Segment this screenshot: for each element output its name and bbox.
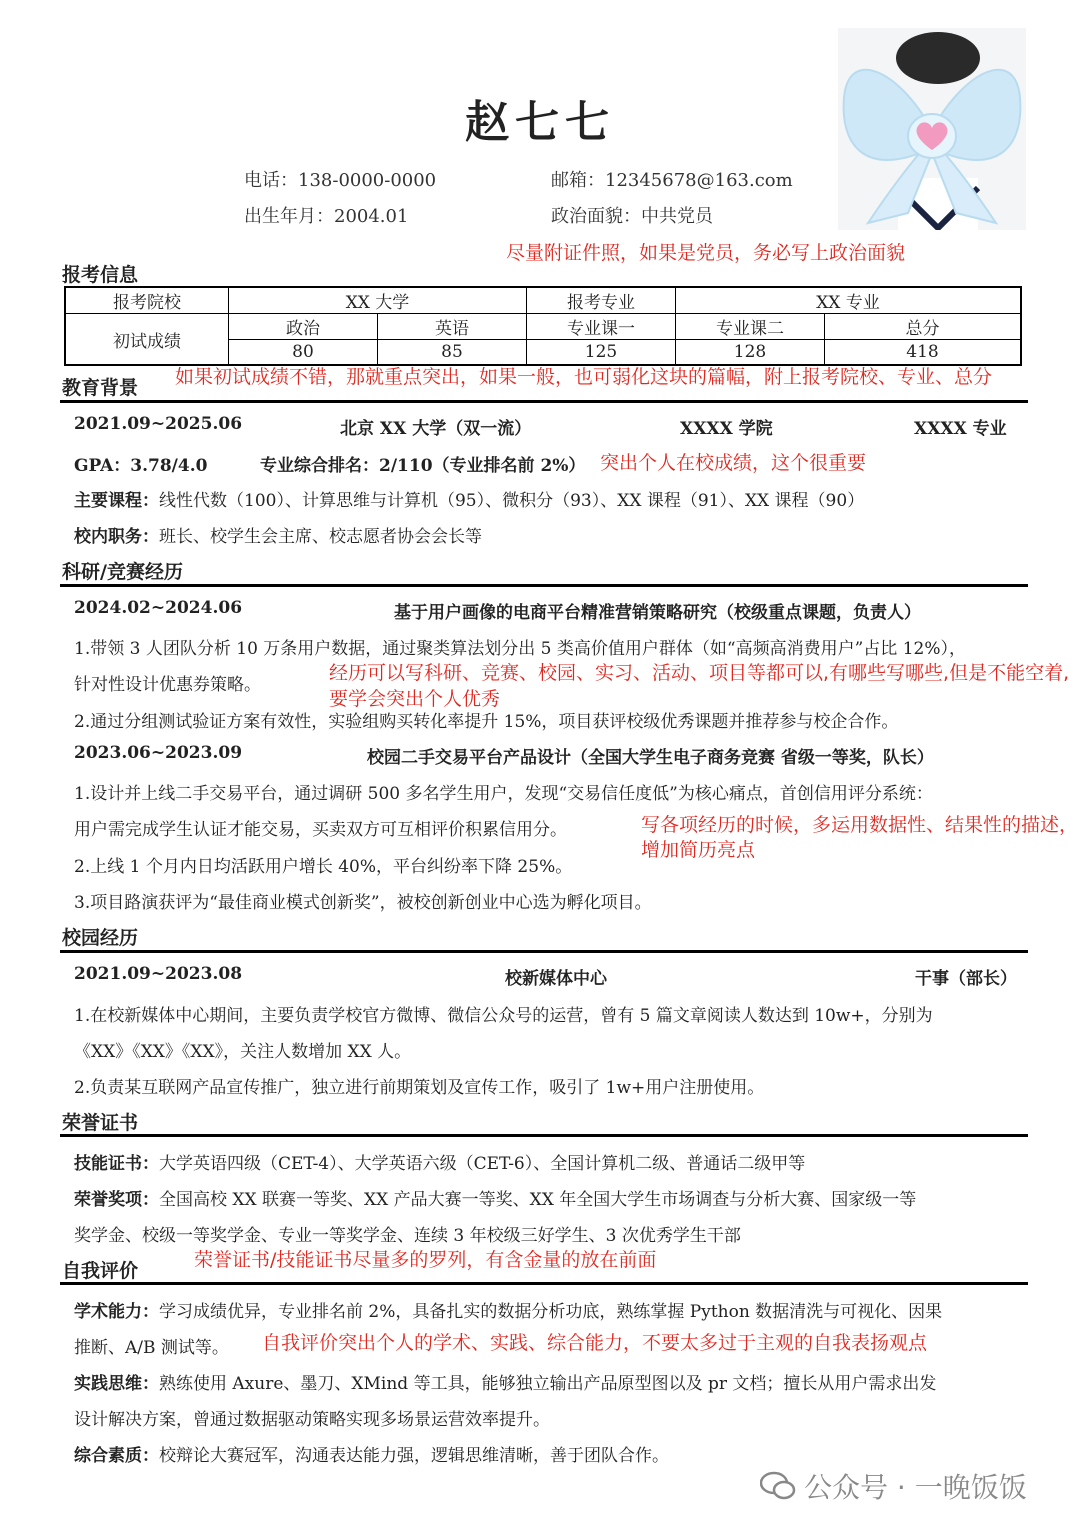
score-cell: 80 bbox=[229, 340, 378, 366]
watermark bbox=[760, 1466, 1027, 1508]
project2-line: 3.项目路演获评为“最佳商业模式创新奖”，被校创新创业中心选为孵化项目。 bbox=[74, 893, 652, 913]
application-table bbox=[64, 286, 1022, 366]
project2-line: 1.设计并上线二手交易平台，通过调研 500 多名学生用户，发现“交易信任度低”为核心痛点，首创信用评分系统： bbox=[74, 784, 933, 804]
phone: 电话：138-0000-0000 bbox=[244, 170, 437, 191]
email: 邮箱：12345678@163.com bbox=[551, 170, 793, 191]
subject-cell: 专业课一 bbox=[527, 314, 676, 340]
project1-title: 基于用户画像的电商平台精准营销策略研究（校级重点课题，负责人） bbox=[394, 603, 921, 623]
score-cell: 128 bbox=[676, 340, 825, 366]
school-value: XX 大学 bbox=[229, 287, 527, 314]
divider bbox=[60, 950, 1028, 953]
subject-cell: 政治 bbox=[229, 314, 378, 340]
campus-role: 干事（部长） bbox=[915, 969, 1017, 989]
self-section-title: 自我评价 bbox=[62, 1260, 139, 1282]
data-note: 增加简历亮点 bbox=[641, 839, 756, 861]
research-section-title: 科研/竞赛经历 bbox=[62, 561, 183, 583]
campus-section-title: 校园经历 bbox=[62, 927, 139, 949]
score-cell: 418 bbox=[825, 340, 1022, 366]
education-note: 如果初试成绩不错，那就重点突出，如果一般，也可弱化这块的篇幅，附上报考院校、专业、总分 bbox=[175, 366, 993, 388]
resume-name: 赵七七 bbox=[465, 97, 615, 148]
project1-line: 针对性设计优惠券策略。 bbox=[74, 675, 261, 695]
campus-org: 校新媒体中心 bbox=[505, 969, 607, 989]
experience-note: 要学会突出个人优秀 bbox=[329, 688, 501, 710]
application-section-title: 报考信息 bbox=[62, 264, 139, 286]
honors-note: 荣誉证书/技能证书尽量多的罗列，有含金量的放在前面 bbox=[194, 1249, 657, 1271]
data-note: 写各项经历的时候，多运用数据性、结果性的描述， bbox=[641, 814, 1079, 836]
practice-line: 实践思维：熟练使用 Axure、墨刀、XMind 等工具，能够独立输出产品原型图以及 pr 文档；擅长从用户需求出发 bbox=[74, 1374, 937, 1394]
academic-line: 推断、A/B 测试等。 bbox=[74, 1338, 229, 1358]
campus-line: 《XX》《XX》《XX》，关注人数增加 XX 人。 bbox=[74, 1042, 412, 1062]
project1-period: 2024.02~2024.06 bbox=[74, 598, 243, 618]
subject-cell: 英语 bbox=[378, 314, 527, 340]
wechat-icon bbox=[760, 1471, 796, 1508]
self-note: 自我评价突出个人的学术、实践、综合能力，不要太多过于主观的自我表扬观点 bbox=[262, 1332, 928, 1354]
school-label: 报考院校 bbox=[65, 287, 229, 314]
gpa: GPA：3.78/4.0 bbox=[74, 456, 208, 476]
divider bbox=[60, 584, 1028, 587]
major-label: 报考专业 bbox=[527, 287, 676, 314]
education-major: XXXX 专业 bbox=[914, 419, 1007, 439]
roles-line: 校内职务：班长、校学生会主席、校志愿者协会会长等 bbox=[74, 527, 482, 547]
watermark-text: 公众号 · 一晚饭饭 bbox=[804, 1471, 1027, 1504]
courses-line: 主要课程：线性代数（100）、计算思维与计算机（95）、微积分（93）、XX 课程（91）、XX 课程（90） bbox=[74, 491, 865, 511]
divider bbox=[60, 1134, 1028, 1137]
project2-line: 用户需完成学生认证才能交易，买卖双方可互相评价积累信用分。 bbox=[74, 820, 567, 840]
academic-line: 学术能力：学习成绩优异，专业排名前 2%，具备扎实的数据分析功底，熟练掌握 Python 数据清洗与可视化、因果 bbox=[74, 1302, 943, 1322]
certificates-line: 技能证书：大学英语四级（CET-4）、大学英语六级（CET-6）、全国计算机二级、普通话二级甲等 bbox=[74, 1154, 806, 1174]
major-value: XX 专业 bbox=[676, 287, 1022, 314]
honors-section-title: 荣誉证书 bbox=[62, 1112, 139, 1134]
project2-period: 2023.06~2023.09 bbox=[74, 743, 243, 763]
subject-cell: 专业课二 bbox=[676, 314, 825, 340]
awards-line: 荣誉奖项：全国高校 XX 联赛一等奖、XX 产品大赛一等奖、XX 年全国大学生市场调查与分析大赛、国家级一等 bbox=[74, 1190, 917, 1210]
project1-line: 2.通过分组测试验证方案有效性，实验组购买转化率提升 15%，项目获评校级优秀课题并推荐参与校企合作。 bbox=[74, 712, 899, 732]
rank-note: 突出个人在校成绩，这个很重要 bbox=[600, 452, 867, 474]
campus-period: 2021.09~2023.08 bbox=[74, 964, 243, 984]
score-cell: 85 bbox=[378, 340, 527, 366]
campus-line: 2.负责某互联网产品宣传推广，独立进行前期策划及宣传工作，吸引了 1w+用户注册使用。 bbox=[74, 1078, 765, 1098]
major-rank: 专业综合排名：2/110（专业排名前 2%） bbox=[260, 456, 586, 476]
campus-line: 1.在校新媒体中心期间，主要负责学校官方微博、微信公众号的运营，曾有 5 篇文章阅读人数达到 10w+，分别为 bbox=[74, 1006, 933, 1026]
bow-photo-icon bbox=[838, 28, 1026, 230]
project2-line: 2.上线 1 个月内日均活跃用户增长 40%，平台纠纷率下降 25%。 bbox=[74, 857, 573, 877]
education-school: 北京 XX 大学（双一流） bbox=[340, 419, 532, 439]
political-status: 政治面貌：中共党员 bbox=[551, 206, 713, 227]
score-cell: 125 bbox=[527, 340, 676, 366]
education-period: 2021.09~2025.06 bbox=[74, 414, 243, 434]
profile-photo bbox=[838, 28, 1026, 230]
practice-line: 设计解决方案，曾通过数据驱动策略实现多场景运营效率提升。 bbox=[74, 1410, 550, 1430]
education-college: XXXX 学院 bbox=[680, 419, 773, 439]
project1-line: 1.带领 3 人团队分析 10 万条用户数据，通过聚类算法划分出 5 类高价值用户群体（如“高频高消费用户”占比 12%）， bbox=[74, 639, 966, 659]
birth-date: 出生年月：2004.01 bbox=[244, 206, 409, 227]
awards-line: 奖学金、校级一等奖学金、专业一等奖学金、连续 3 年校级三好学生、3 次优秀学生干部 bbox=[74, 1226, 741, 1246]
experience-note: 经历可以写科研、竞赛、校园、实习、活动、项目等都可以,有哪些写哪些,但是不能空着, bbox=[329, 662, 1070, 684]
education-section-title: 教育背景 bbox=[62, 377, 139, 399]
divider bbox=[60, 400, 1028, 403]
project2-title: 校园二手交易平台产品设计（全国大学生电子商务竞赛 省级一等奖，队长） bbox=[367, 748, 934, 768]
score-label: 初试成绩 bbox=[65, 314, 229, 366]
subject-cell: 总分 bbox=[825, 314, 1022, 340]
general-line: 综合素质：校辩论大赛冠军，沟通表达能力强，逻辑思维清晰，善于团队合作。 bbox=[74, 1446, 669, 1466]
divider bbox=[60, 1282, 1028, 1285]
photo-note: 尽量附证件照，如果是党员，务必写上政治面貌 bbox=[506, 242, 906, 264]
